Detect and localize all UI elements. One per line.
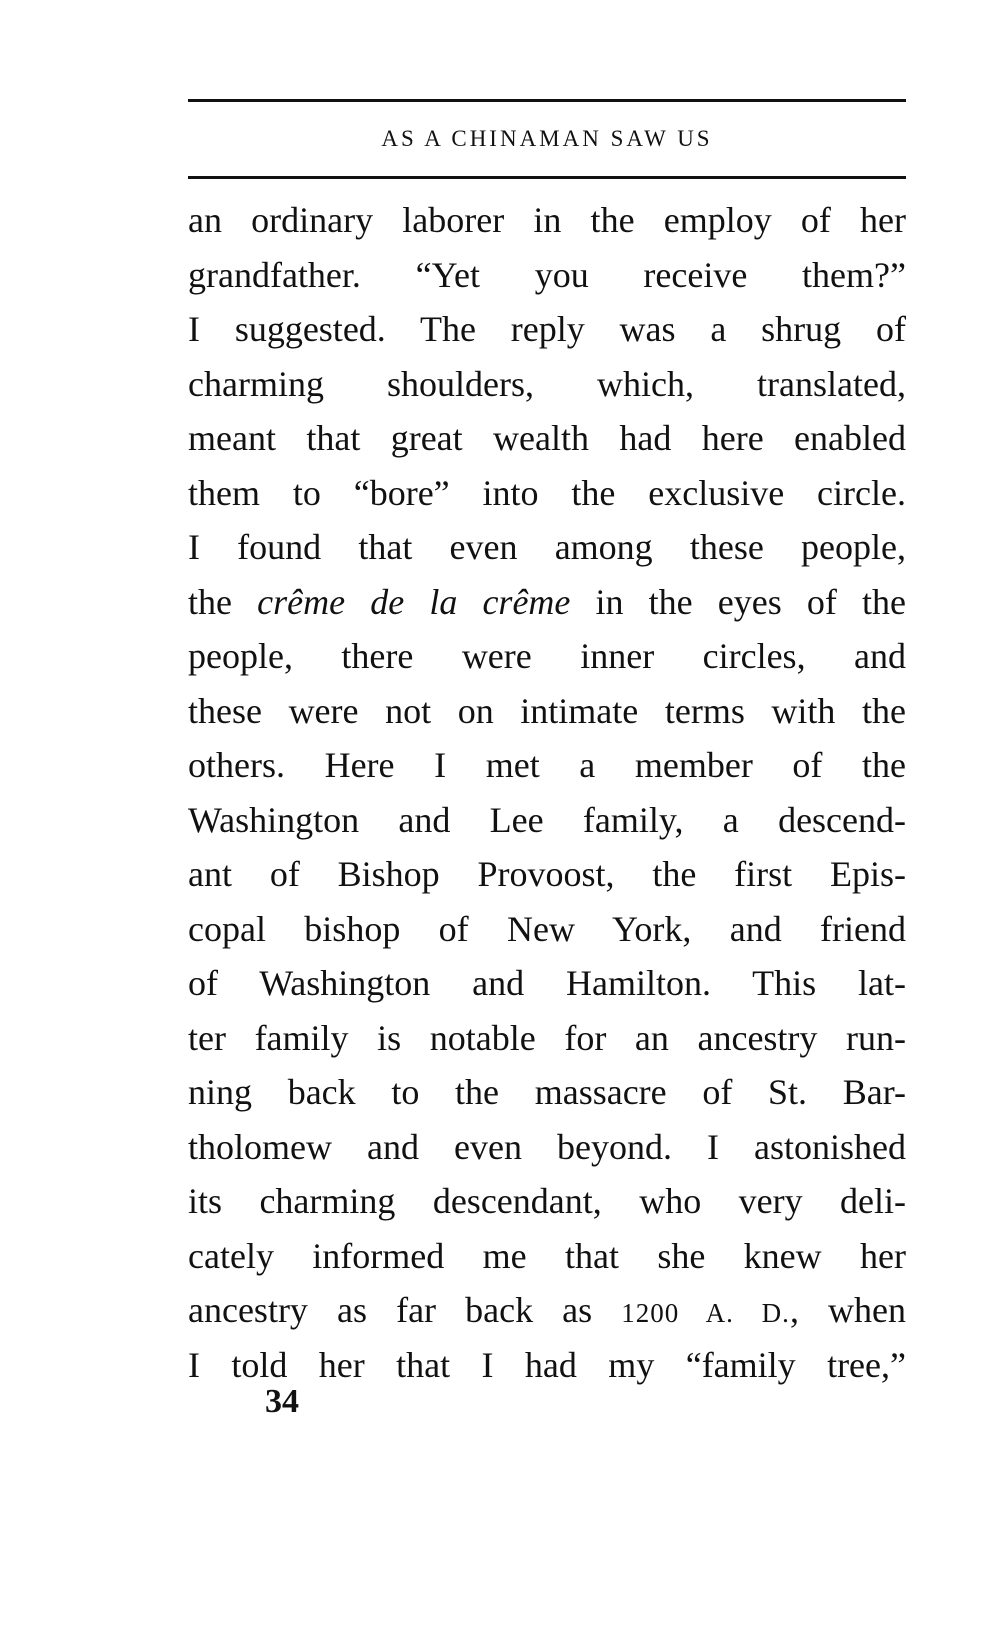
- text-line: people, there were inner circles, and: [188, 636, 906, 676]
- text-line: I suggested. The reply was a shrug of: [188, 309, 906, 349]
- text-line: I found that even among these people,: [188, 527, 906, 567]
- text-line: ning back to the massacre of St. Bar-: [188, 1072, 906, 1112]
- line-pre: ancestry as far back as: [188, 1290, 622, 1330]
- text-line: them to “bore” into the exclusive circle.: [188, 472, 906, 513]
- text-line: others. Here I met a member of the: [188, 745, 906, 785]
- page-number: 34: [265, 1383, 299, 1420]
- header-rule-top: [188, 99, 906, 102]
- text-line: an ordinary laborer in the employ of her: [188, 200, 906, 240]
- text-line: tholomew and even beyond. I astonished: [188, 1126, 906, 1167]
- text-line: charming shoulders, which, translated,: [188, 363, 906, 404]
- text-line: cately informed me that she knew her: [188, 1235, 906, 1276]
- text-line: Washington and Lee family, a descend-: [188, 799, 906, 840]
- text-line: these were not on intimate terms with the: [188, 690, 906, 731]
- line-pre: the: [188, 581, 258, 622]
- text-line: its charming descendant, who very deli-: [188, 1181, 906, 1221]
- text-line: of Washington and Hamilton. This lat-: [188, 963, 906, 1003]
- text-line: copal bishop of New York, and friend: [188, 908, 906, 949]
- line-post: in the eyes of the: [570, 581, 906, 622]
- date-smallcaps: 1200 A. D.: [621, 1298, 790, 1328]
- text-line: meant that great wealth had here enabled: [188, 418, 906, 458]
- text-line: ter family is notable for an ancestry run-: [188, 1017, 906, 1058]
- running-head: AS A CHINAMAN SAW US: [381, 126, 713, 151]
- header-rule-bottom: [188, 176, 906, 179]
- body-text: [188, 193, 906, 1392]
- text-line-date: [188, 1283, 906, 1338]
- text-line-italic-phrase: [188, 575, 906, 630]
- text-line: ant of Bishop Provoost, the first Epis-: [188, 854, 906, 894]
- italic-phrase: crême de la crême: [257, 581, 571, 622]
- text-line: grandfather. “Yet you receive them?”: [188, 254, 906, 295]
- line-post: , when: [789, 1290, 906, 1330]
- text-line: I told her that I had my “family tree,”: [188, 1344, 906, 1385]
